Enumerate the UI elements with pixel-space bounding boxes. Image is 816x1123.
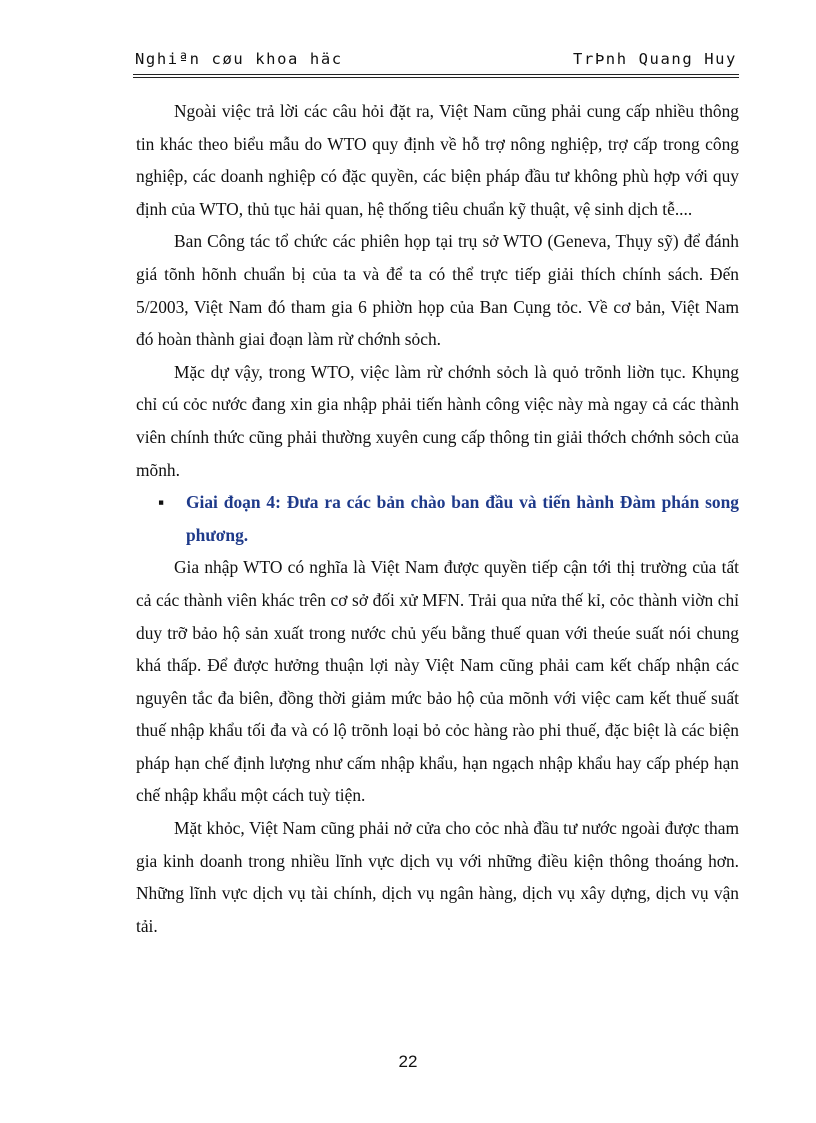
bullet-icon: ▪	[158, 492, 165, 513]
header-title: Nghiªn cøu khoa häc	[135, 50, 343, 68]
section-heading-text: Giai đoạn 4: Đưa ra các bản chào ban đầu và tiến hành Đàm phán song phương.	[186, 492, 739, 545]
page-number: 22	[398, 1052, 418, 1071]
paragraph: Mặt khỏc, Việt Nam cũng phải nở cửa cho cỏc nhà đầu tư nước ngoài được tham gia kinh doanh trong nhiều lĩnh vực dịch vụ với những điều kiện thông thoáng hơn. Những lĩnh vực dịch vụ tài chính, dịch vụ ngân hàng, dịch vụ xây dựng, dịch vụ vận tải.	[136, 818, 739, 936]
running-header	[133, 48, 739, 75]
paragraph: Mặc dự vậy, trong WTO, việc làm rừ chớnh sỏch là quỏ trõnh liờn tục. Khụng chỉ cú cỏc nước đang xin gia nhập phải tiến hành công việc này mà ngay cả các thành viên chính thức cũng phải thường xuyên cung cấp thông tin giải thớch chớnh sỏch của mõnh.	[136, 361, 739, 480]
paragraph: Ban Công tác tổ chức các phiên họp tại trụ sở WTO (Geneva, Thụy sỹ) để đánh giá tõnh hõnh chuẩn bị của ta và để ta có thể trực tiếp giải thích chính sách. Đến 5/2003, Việt Nam đó tham gia 6 phiờn họp của Ban Cụng tỏc. Về cơ bản, Việt Nam đó hoàn thành giai đoạn làm rừ chớnh sỏch.	[136, 231, 739, 350]
section-heading	[136, 486, 739, 551]
paragraph: Gia nhập WTO có nghĩa là Việt Nam được quyền tiếp cận tới thị trường của tất cả các thành viên khác trên cơ sở đối xử MFN. Trải qua nửa thế kỉ, cỏc thành viờn chỉ duy trỡ bảo hộ sản xuất trong nước chủ yếu bằng thuế quan với theúe suất nói chung khá thấp. Để được hưởng thuận lợi này Việt Nam cũng phải cam kết chấp nhận các nguyên tắc đa biên, đồng thời giảm mức bảo hộ của mõnh với việc cam kết thuế suất thuế nhập khẩu tối đa và có lộ trõnh loại bỏ cỏc hàng rào phi thuế, đặc biệt là các biện pháp hạn chế định lượng như cấm nhập khẩu, hạn ngạch nhập khẩu hay cấp phép hạn chế nhập khẩu một cách tuỳ tiện.	[136, 557, 739, 806]
header-author: TrÞnh Quang Huy	[573, 50, 737, 68]
header-rule	[133, 77, 739, 78]
paragraph: Ngoài việc trả lời các câu hỏi đặt ra, Việt Nam cũng phải cung cấp nhiều thông tin khác theo biểu mẫu do WTO quy định về hỗ trợ nông nghiệp, trợ cấp trong công nghiệp, các doanh nghiệp có đặc quyền, các biện pháp đầu tư không phù hợp với quy định của WTO, thủ tục hải quan, hệ thống tiêu chuẩn kỹ thuật, vệ sinh dịch tễ....	[136, 101, 739, 219]
body-text	[136, 95, 739, 942]
